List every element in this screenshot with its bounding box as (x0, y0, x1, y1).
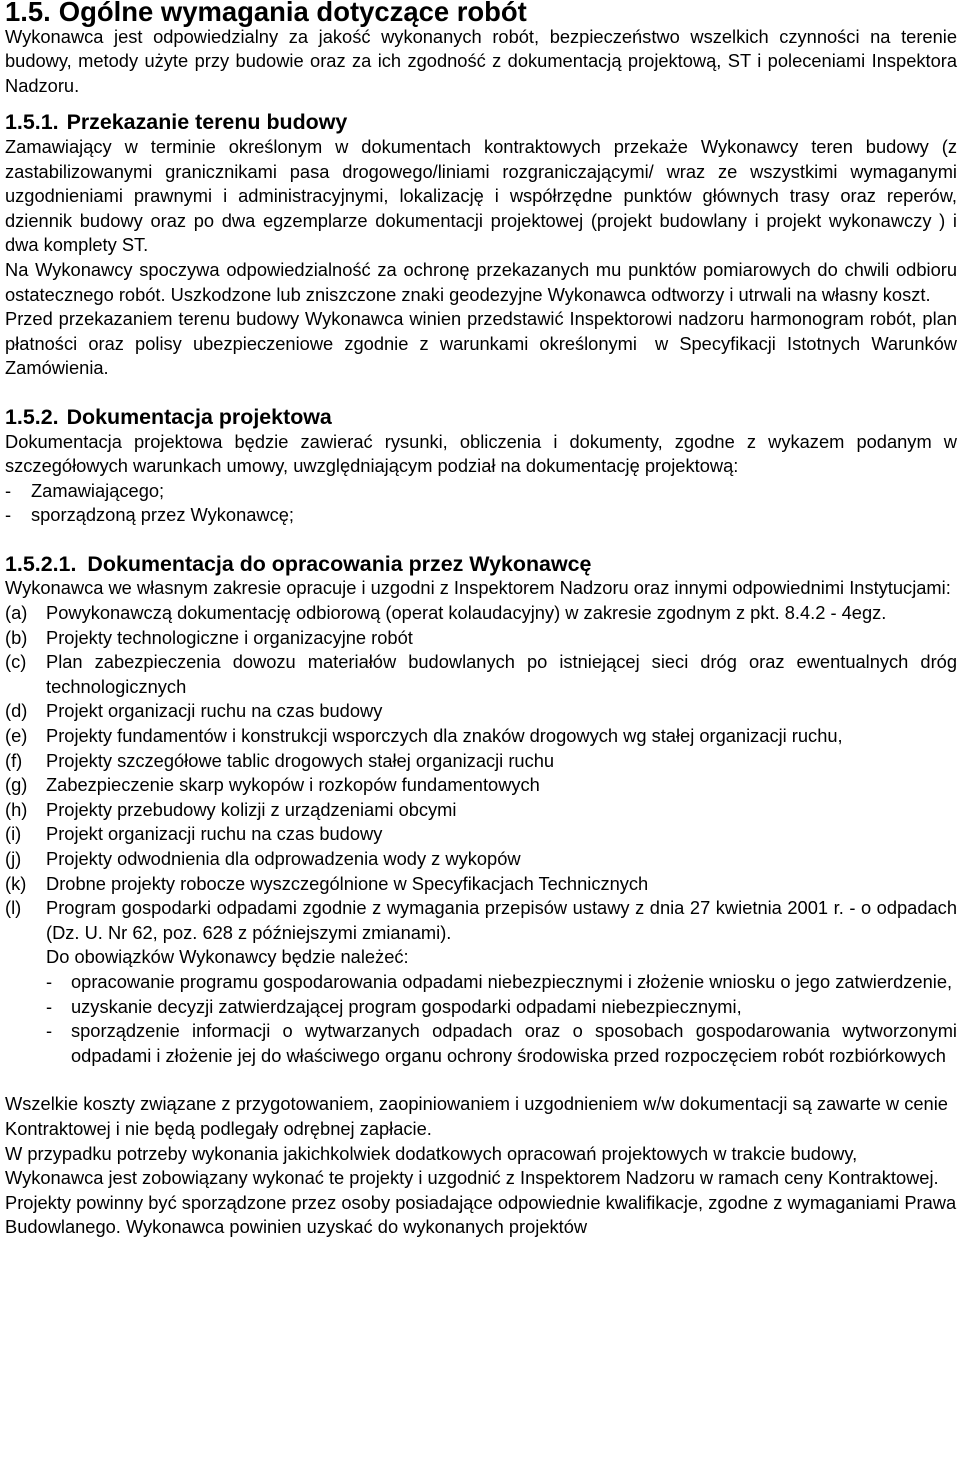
document-page (5, 0, 957, 1240)
section-number: 1.5. (5, 0, 51, 27)
list-item-text: opracowanie programu gospodarowania odpadami niebezpiecznymi i złożenie wniosku o jego zatwierdzenie, (71, 970, 953, 992)
closing-para-1: Wszelkie koszty związane z przygotowaniem, zaopiniowaniem i uzgodnieniem w/w dokumentacji są zawarte w cenie Kontraktowej i nie będą podlegały odrębnej zapłacie. (5, 1093, 948, 1139)
list-item (5, 601, 957, 626)
list-item (5, 503, 957, 528)
section-heading-1-5-2 (5, 405, 957, 430)
section-title: Przekazanie terenu budowy (66, 110, 348, 135)
list-item-text: Zabezpieczenie skarp wykopów i rozkopów fundamentowych (46, 774, 540, 796)
list-marker: (c) (5, 651, 27, 673)
list-item-text: Projekt organizacji ruchu na czas budowy (46, 823, 383, 845)
section-heading-1-5 (5, 0, 957, 25)
section-title: Ogólne wymagania dotyczące robót (58, 0, 527, 27)
section-1-5-2-body: Dokumentacja projektowa będzie zawierać rysunki, obliczenia i dokumenty, zgodne z wykazem podanym w szczegółowych warunkach umowy, uwzględniającym podział na dokumentację projektową: (5, 430, 957, 477)
list-item-text: Projekty fundamentów i konstrukcji wsporczych dla znaków drogowych wg stałej organizacji ruchu, (46, 725, 843, 747)
list-dash: - (46, 970, 53, 992)
section-1-5-1-para-2: Na Wykonawcy spoczywa odpowiedzialność za ochronę przekazanych mu punktów pomiarowych do chwili odbioru ostatecznego robót. Uszkodzone lub zniszczone znaki geodezyjne Wykonawca odtworzy i utrwali na własny koszt. (5, 258, 957, 305)
section-1-5-body: Wykonawca jest odpowiedzialny za jakość wykonanych robót, bezpieczeństwo wszelkich czynności na terenie budowy, metody użyte przy budowie oraz za ich zgodność z dokumentacją projektową, ST i poleceniami Inspektora Nadzoru. (5, 25, 957, 96)
list-item (5, 872, 957, 897)
list-item (5, 798, 957, 823)
list-item (5, 626, 957, 651)
section-title: Dokumentacja do opracowania przez Wykonawcę (87, 551, 592, 576)
para-3-part-b: w Specyfikacji Istotnych Warunków Zamówienia. (5, 332, 958, 379)
section-1-5-1-para-3 (5, 307, 957, 381)
section-number: 1.5.2.1. (5, 551, 77, 576)
list-item-text: Projekty odwodnienia dla odprowadzenia wody z wykopów (46, 848, 521, 869)
section-heading-1-5-2-1 (5, 552, 957, 577)
deliverables-list (5, 601, 957, 945)
list-item-text: Projekty technologiczne i organizacyjne robót (46, 626, 413, 648)
list-item-text: sporządzenie informacji o wytwarzanych odpadach oraz o sposobach gospodarowania wytworzonymi odpadami i złożenie jej do właściwego organu ochrony środowiska przed rozpoczęciem robót rozbiórkowych (71, 1020, 957, 1066)
list-marker: (b) (5, 626, 28, 648)
section-title: Dokumentacja projektowa (66, 404, 332, 429)
list-marker: (i) (5, 823, 22, 845)
list-item-text: Powykonawczą dokumentację odbiorową (operat kolaudacyjny) w zakresie zgodnym z pkt. 8.4.2 - 4egz. (46, 602, 887, 624)
list-marker: (e) (5, 725, 28, 747)
list-dash: - (46, 995, 53, 1017)
section-1-5-1-para-1: Zamawiający w terminie określonym w dokumentach kontraktowych przekaże Wykonawcy teren budowy (z zastabilizowanymi granicznikami pasa drogowego/liniami rozgraniczającymi/ wraz ze wszystkimi wymaganymi uzgodnieniami prawnymi i administracyjnymi, lokalizację i współrzędne punktów głównych trasy oraz reperów, dziennik budowy oraz po dwa egzemplarze dokumentacji projektowej (projekt budowlany i projekt wykonawczy ) i dwa komplety ST. (5, 135, 957, 256)
para-3-part-a: Przed przekazaniem terenu budowy Wykonawca winien przedstawić Inspektorowi nadzoru harmonogram robót, plan płatności oraz polisy ubezpieczeniowe zgodnie z warunkami określonymi (5, 308, 957, 354)
list-dash: - (46, 1020, 53, 1042)
list-item (5, 970, 957, 995)
list-marker: (h) (5, 798, 28, 820)
duties-intro: Do obowiązków Wykonawcy będzie należeć: (46, 946, 409, 968)
list-marker: (d) (5, 700, 28, 722)
list-item (5, 847, 957, 872)
list-marker: (f) (5, 749, 23, 771)
list-item-text: Projekty szczegółowe tablic drogowych stałej organizacji ruchu (46, 749, 555, 771)
list-item (5, 995, 957, 1020)
section-number: 1.5.1. (5, 110, 59, 135)
list-item-text: Projekty przebudowy kolizji z urządzeniami obcymi (46, 798, 457, 820)
list-dash: - (5, 479, 12, 501)
list-item (5, 896, 957, 945)
list-item (5, 822, 957, 847)
section-number: 1.5.2. (5, 404, 59, 429)
list-dash: - (5, 504, 12, 526)
list-item-text: sporządzoną przez Wykonawcę; (31, 504, 295, 526)
closing-para-2: W przypadku potrzeby wykonania jakichkolwiek dodatkowych opracowań projektowych w trakcie budowy, Wykonawca jest zobowiązany wykonać te projekty i uzgodnić z Inspektorem Nadzoru w ramach ceny Kontraktowej. (5, 1142, 939, 1189)
list-item (5, 749, 957, 774)
list-marker: (a) (5, 602, 28, 624)
list-item-text: Program gospodarki odpadami zgodnie z wymagania przepisów ustawy z dnia 27 kwietnia 2001 r. - o odpadach (Dz. U. Nr 62, poz. 628 z późniejszymi zmianami). (46, 897, 957, 943)
list-item-text: Projekt organizacji ruchu na czas budowy (46, 700, 383, 722)
list-marker: (j) (5, 848, 22, 869)
list-item (5, 773, 957, 798)
list-marker: (k) (5, 872, 27, 894)
list-item-text: Zamawiającego; (31, 479, 165, 501)
list-item (5, 699, 957, 724)
list-item-text: uzyskanie decyzji zatwierdzającej program gospodarki odpadami niebezpiecznymi, (71, 995, 742, 1017)
list-item-text: Drobne projekty robocze wyszczególnione w Specyfikacjach Technicznych (46, 872, 649, 894)
list-marker: (g) (5, 774, 28, 796)
section-1-5-2-1-intro: Wykonawca we własnym zakresie opracuje i uzgodni z Inspektorem Nadzoru oraz innymi odpowiednimi Instytucjami: (5, 577, 951, 599)
list-item-text: Plan zabezpieczenia dowozu materiałów budowlanych po istniejącej sieci dróg oraz ewentualnych dróg technologicznych (46, 651, 957, 697)
list-item (5, 650, 957, 699)
list-item (5, 724, 957, 749)
closing-para-3: Projekty powinny być sporządzone przez osoby posiadające odpowiednie kwalifikacje, zgodne z wymaganiami Prawa Budowlanego. Wykonawca powinien uzyskać do wykonanych projektów (5, 1191, 957, 1238)
section-heading-1-5-1 (5, 110, 957, 135)
list-item (5, 479, 957, 504)
list-item (5, 1019, 957, 1068)
list-marker: (l) (5, 897, 22, 919)
